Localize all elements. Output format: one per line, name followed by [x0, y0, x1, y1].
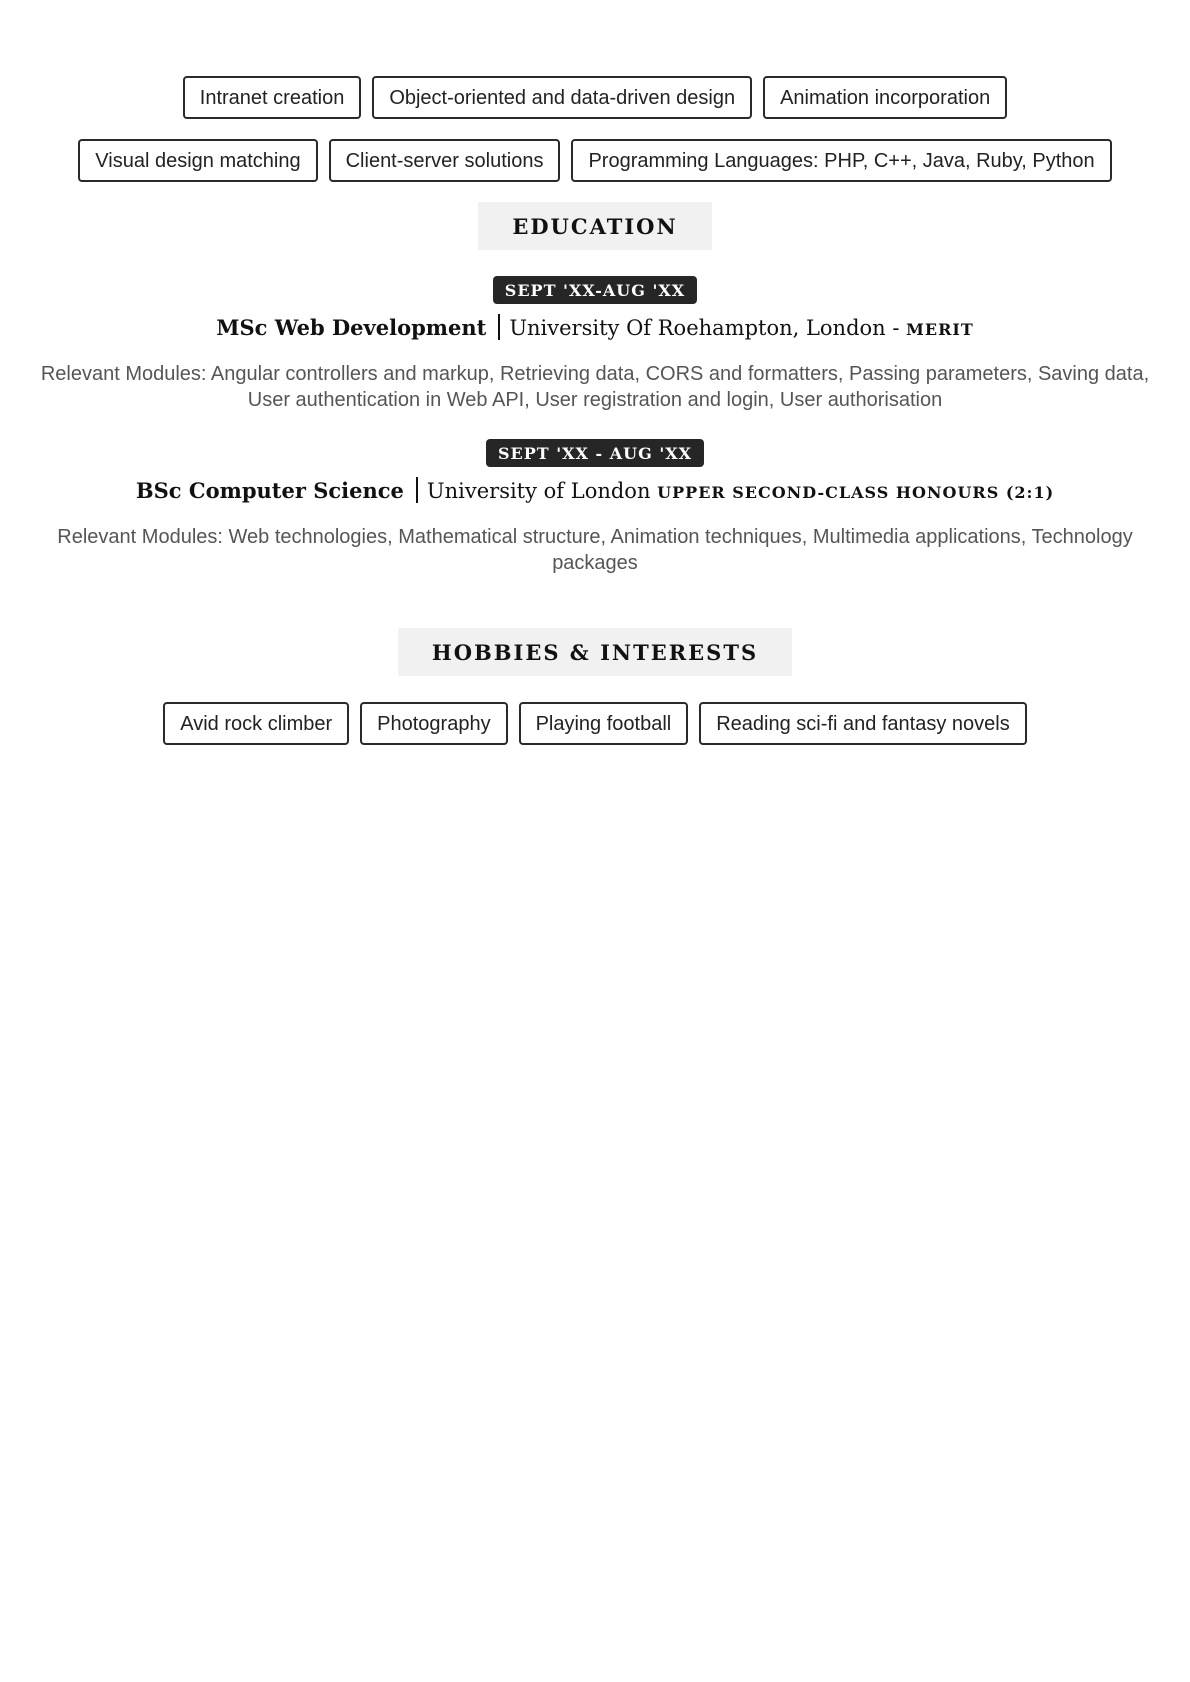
- divider: [416, 477, 418, 503]
- education-entry-msc: [0, 276, 1190, 413]
- grade: UPPER SECOND-CLASS HONOURS (2:1): [657, 483, 1055, 502]
- skills-row-1: [0, 76, 1190, 119]
- hobby-tag: Photography: [360, 702, 507, 745]
- school-name: University Of Roehampton, London -: [509, 316, 900, 340]
- education-section-header: [0, 202, 1190, 250]
- hobbies-section-header: [0, 628, 1190, 676]
- skill-tag: Animation incorporation: [763, 76, 1007, 119]
- skill-tag: Client-server solutions: [329, 139, 561, 182]
- skill-tag: Programming Languages: PHP, C++, Java, Ruby, Python: [571, 139, 1111, 182]
- date-badge: SEPT 'XX-AUG 'XX: [493, 276, 697, 304]
- hobbies-row: [0, 702, 1190, 745]
- relevant-modules: Relevant Modules: Web technologies, Mathematical structure, Animation techniques, Multimedia applications, Technology packages: [57, 526, 1133, 574]
- skill-tag: Intranet creation: [183, 76, 362, 119]
- divider: [498, 314, 500, 340]
- hobbies-heading: HOBBIES & INTERESTS: [398, 628, 792, 676]
- education-heading: EDUCATION: [478, 202, 711, 250]
- skill-tag: Visual design matching: [78, 139, 317, 182]
- hobby-tag: Avid rock climber: [163, 702, 349, 745]
- hobby-tag: Playing football: [519, 702, 689, 745]
- school-name: University of London: [426, 479, 651, 503]
- degree-name: BSc Computer Science: [135, 478, 404, 503]
- education-title-line: [0, 476, 1190, 508]
- degree-name: MSc Web Development: [216, 315, 487, 340]
- date-badge: SEPT 'XX - AUG 'XX: [486, 439, 704, 467]
- skills-row-2: [0, 139, 1190, 182]
- education-title-line: [0, 313, 1190, 345]
- grade: MERIT: [906, 320, 974, 339]
- skill-tag: Object-oriented and data-driven design: [372, 76, 752, 119]
- relevant-modules: Relevant Modules: Angular controllers and markup, Retrieving data, CORS and formatters, Passing parameters, Saving data, User authentication in Web API, User registration and login, User authorisation: [40, 363, 1150, 411]
- hobby-tag: Reading sci-fi and fantasy novels: [699, 702, 1027, 745]
- education-entry-bsc: [0, 439, 1190, 576]
